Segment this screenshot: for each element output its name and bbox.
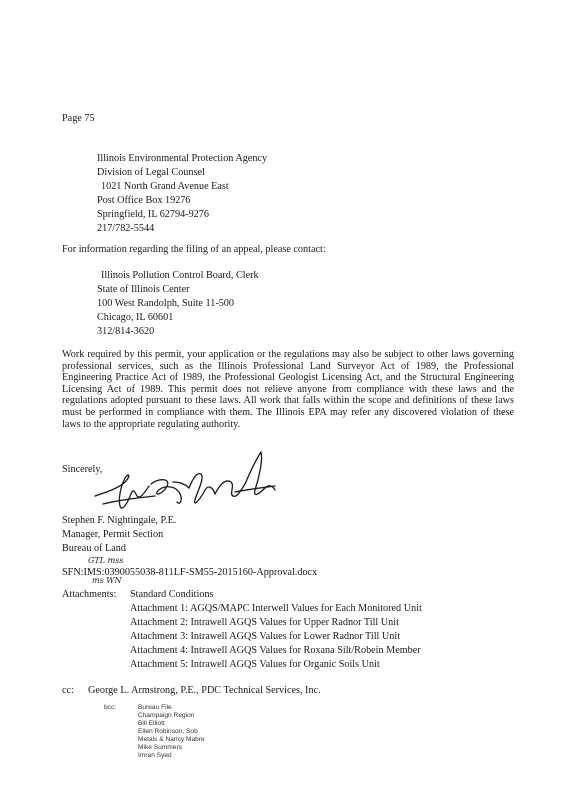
closing: Sincerely,	[62, 464, 103, 475]
bcc-recipient: Champaign Region	[138, 712, 195, 719]
cc-recipient: George L. Armstrong, P.E., PDC Technical Services, Inc.	[88, 685, 321, 696]
attachment-item-5: Attachment 5: Intrawell AGQS Values for Organic Soils Unit	[130, 659, 380, 670]
attachment-item-4: Attachment 4: Intrawell AGQS Values for Roxana Silt/Robein Member	[130, 645, 421, 656]
agency-street: 1021 North Grand Avenue East	[101, 181, 229, 192]
signer-title: Manager, Permit Section	[62, 529, 164, 540]
attachment-item-2: Attachment 2: Intrawell AGQS Values for Upper Radnor Till Unit	[130, 617, 399, 628]
attachment-item-3: Attachment 3: Intrawell AGQS Values for Lower Radnor Till Unit	[130, 631, 401, 642]
professional-laws-paragraph: Work required by this permit, your application or the regulations may also be subject to other laws governing professional services, such as the Illinois Professional Land Surveyor Act of 1989, the Professional Engineering Practice Act of 1989, the Professional Geologist Licensing Act, and the Structural Engineering Licensing Act of 1989. This permit does not relieve anyone from compliance with these laws and the regulations adopted pursuant to these laws. All work that falls within the scope and definitions of these laws must be performed in compliance with them. The Illinois EPA may refer any discovered violation of these laws to the appropriate regulating authority.	[62, 349, 514, 430]
agency-phone: 217/782-5544	[97, 223, 155, 234]
board-name: Illinois Pollution Control Board, Clerk	[101, 270, 259, 281]
agency-name: Illinois Environmental Protection Agency	[97, 153, 268, 164]
bcc-recipient: Mike Summers	[138, 744, 182, 751]
signer-bureau: Bureau of Land	[62, 543, 126, 554]
file-reference: SFN:IMS:0390055038-811LF-SM55-2015160-Approval.docx	[62, 567, 318, 578]
cc-label: cc:	[62, 685, 74, 696]
bcc-recipient: Bureau File	[138, 704, 172, 711]
attachments-label: Attachments:	[62, 589, 117, 600]
bcc-recipient: Ellen Robinson, Sob	[138, 728, 198, 735]
handwritten-initials-2: ms WN	[92, 576, 122, 585]
signature	[85, 448, 285, 524]
bcc-recipient: Imran Syed	[138, 752, 172, 759]
attachments-heading: Standard Conditions	[130, 589, 214, 600]
agency-division: Division of Legal Counsel	[97, 167, 205, 178]
attachment-item-1: Attachment 1: AGQS/MAPC Interwell Values for Each Monitored Unit	[130, 603, 422, 614]
bcc-recipient: Metals & Nancy Mabre	[138, 736, 205, 743]
board-city: Chicago, IL 60601	[97, 312, 174, 323]
board-center: State of Illinois Center	[97, 284, 190, 295]
handwritten-initials-1: GTL mss	[88, 556, 124, 565]
signer-name: Stephen F. Nightingale, P.E.	[62, 515, 177, 526]
agency-city: Springfield, IL 62794-9276	[97, 209, 209, 220]
contact-intro: For information regarding the filing of an appeal, please contact:	[62, 244, 326, 255]
bcc-label: bcc:	[104, 704, 117, 711]
board-street: 100 West Randolph, Suite 11-500	[97, 298, 234, 309]
board-phone: 312/814-3620	[97, 326, 155, 337]
page-number: Page 75	[62, 113, 95, 124]
agency-po-box: Post Office Box 19276	[97, 195, 191, 206]
bcc-recipient: Bill Elliott	[138, 720, 165, 727]
